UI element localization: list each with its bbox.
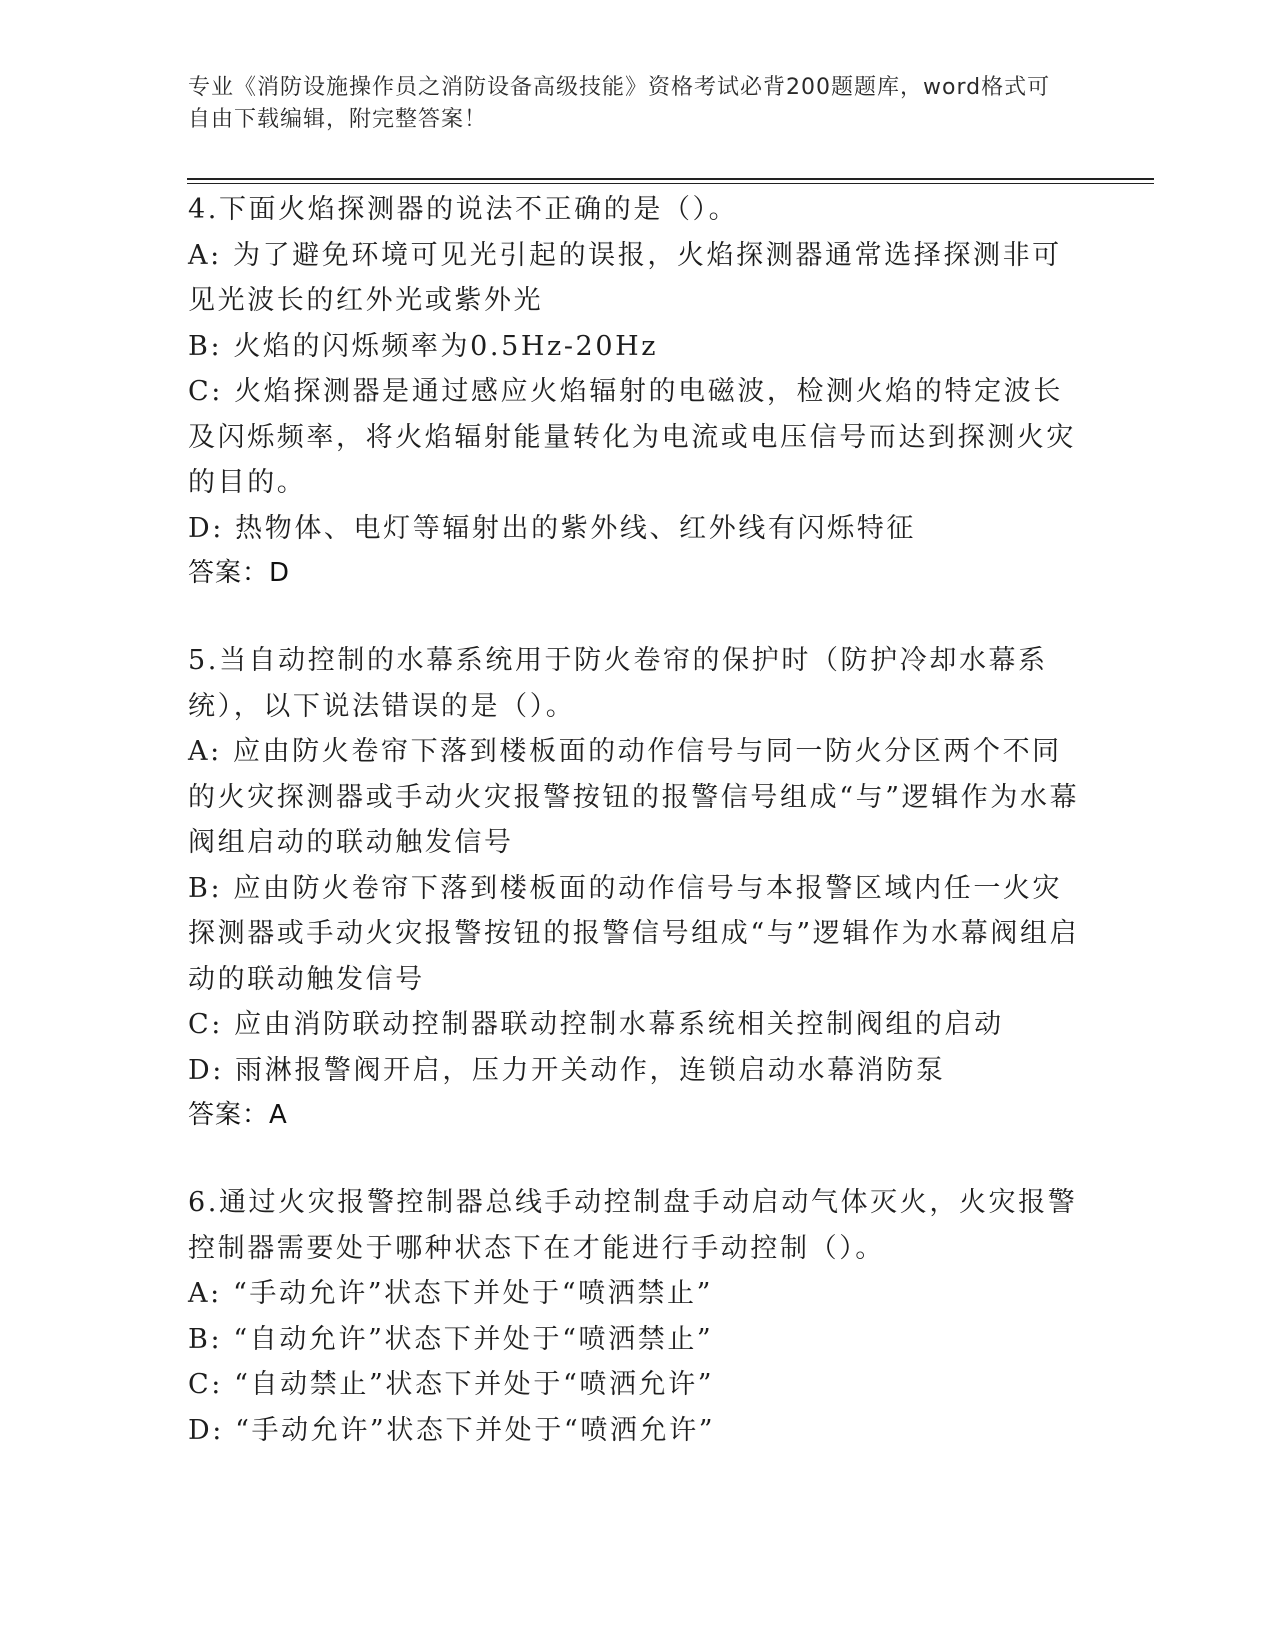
option-a: A: 为了避免环境可见光引起的误报，火焰探测器通常选择探测非可见光波长的红外光或紫外光 <box>188 239 1062 316</box>
option-d: D: 热物体、电灯等辐射出的紫外线、红外线有闪烁特征 <box>188 512 916 544</box>
question-list <box>188 187 1088 1495</box>
option-c: C: 火焰探测器是通过感应火焰辐射的电磁波，检测火焰的特定波长及闪烁频率，将火焰辐射能量转化为电流或电压信号而达到探测火灾的目的。 <box>188 376 1076 498</box>
answer-label: 答案：D <box>188 558 291 588</box>
question-stem: 6.通过火灾报警控制器总线手动控制盘手动启动气体灭火，火灾报警控制器需要处于哪种状态下在才能进行手动控制（）。 <box>188 1187 1078 1264</box>
question-stem: 4.下面火焰探测器的说法不正确的是（）。 <box>188 194 739 225</box>
option-d: D: 雨淋报警阀开启，压力开关动作，连锁启动水幕消防泵 <box>188 1054 946 1086</box>
option-a: A: “手动允许”状态下并处于“喷洒禁止” <box>188 1278 713 1309</box>
header-divider-thin <box>187 183 1154 184</box>
option-b: B: “自动允许”状态下并处于“喷洒禁止” <box>188 1323 714 1355</box>
option-b: B: 火焰的闪烁频率为0.5Hz-20Hz <box>188 330 659 362</box>
document-header: 专业《消防设施操作员之消防设备高级技能》资格考试必背200题题库，word格式可自由下载编辑，附完整答案！ <box>188 75 1051 132</box>
option-d: D: “手动允许”状态下并处于“喷洒允许” <box>188 1414 716 1446</box>
option-c: C: “自动禁止”状态下并处于“喷洒允许” <box>188 1369 715 1400</box>
option-a: A: 应由防火卷帘下落到楼板面的动作信号与同一防火分区两个不同的火灾探测器或手动火灾报警按钮的报警信号组成“与”逻辑作为水幕阀组启动的联动触发信号 <box>188 736 1080 858</box>
option-b: B: 应由防火卷帘下落到楼板面的动作信号与本报警区域内任一火灾探测器或手动火灾报警按钮的报警信号组成“与”逻辑作为水幕阀组启动的联动触发信号 <box>188 872 1080 995</box>
question-6 <box>188 1180 1088 1453</box>
question-stem: 5.当自动控制的水幕系统用于防火卷帘的保护时（防护冷却水幕系统），以下说法错误的是（）。 <box>188 645 1048 722</box>
header-divider <box>187 178 1154 180</box>
question-5 <box>188 638 1088 1138</box>
answer-label: 答案：A <box>188 1100 288 1130</box>
option-c: C: 应由消防联动控制器联动控制水幕系统相关控制阀组的启动 <box>188 1009 1004 1040</box>
question-4 <box>188 187 1088 596</box>
